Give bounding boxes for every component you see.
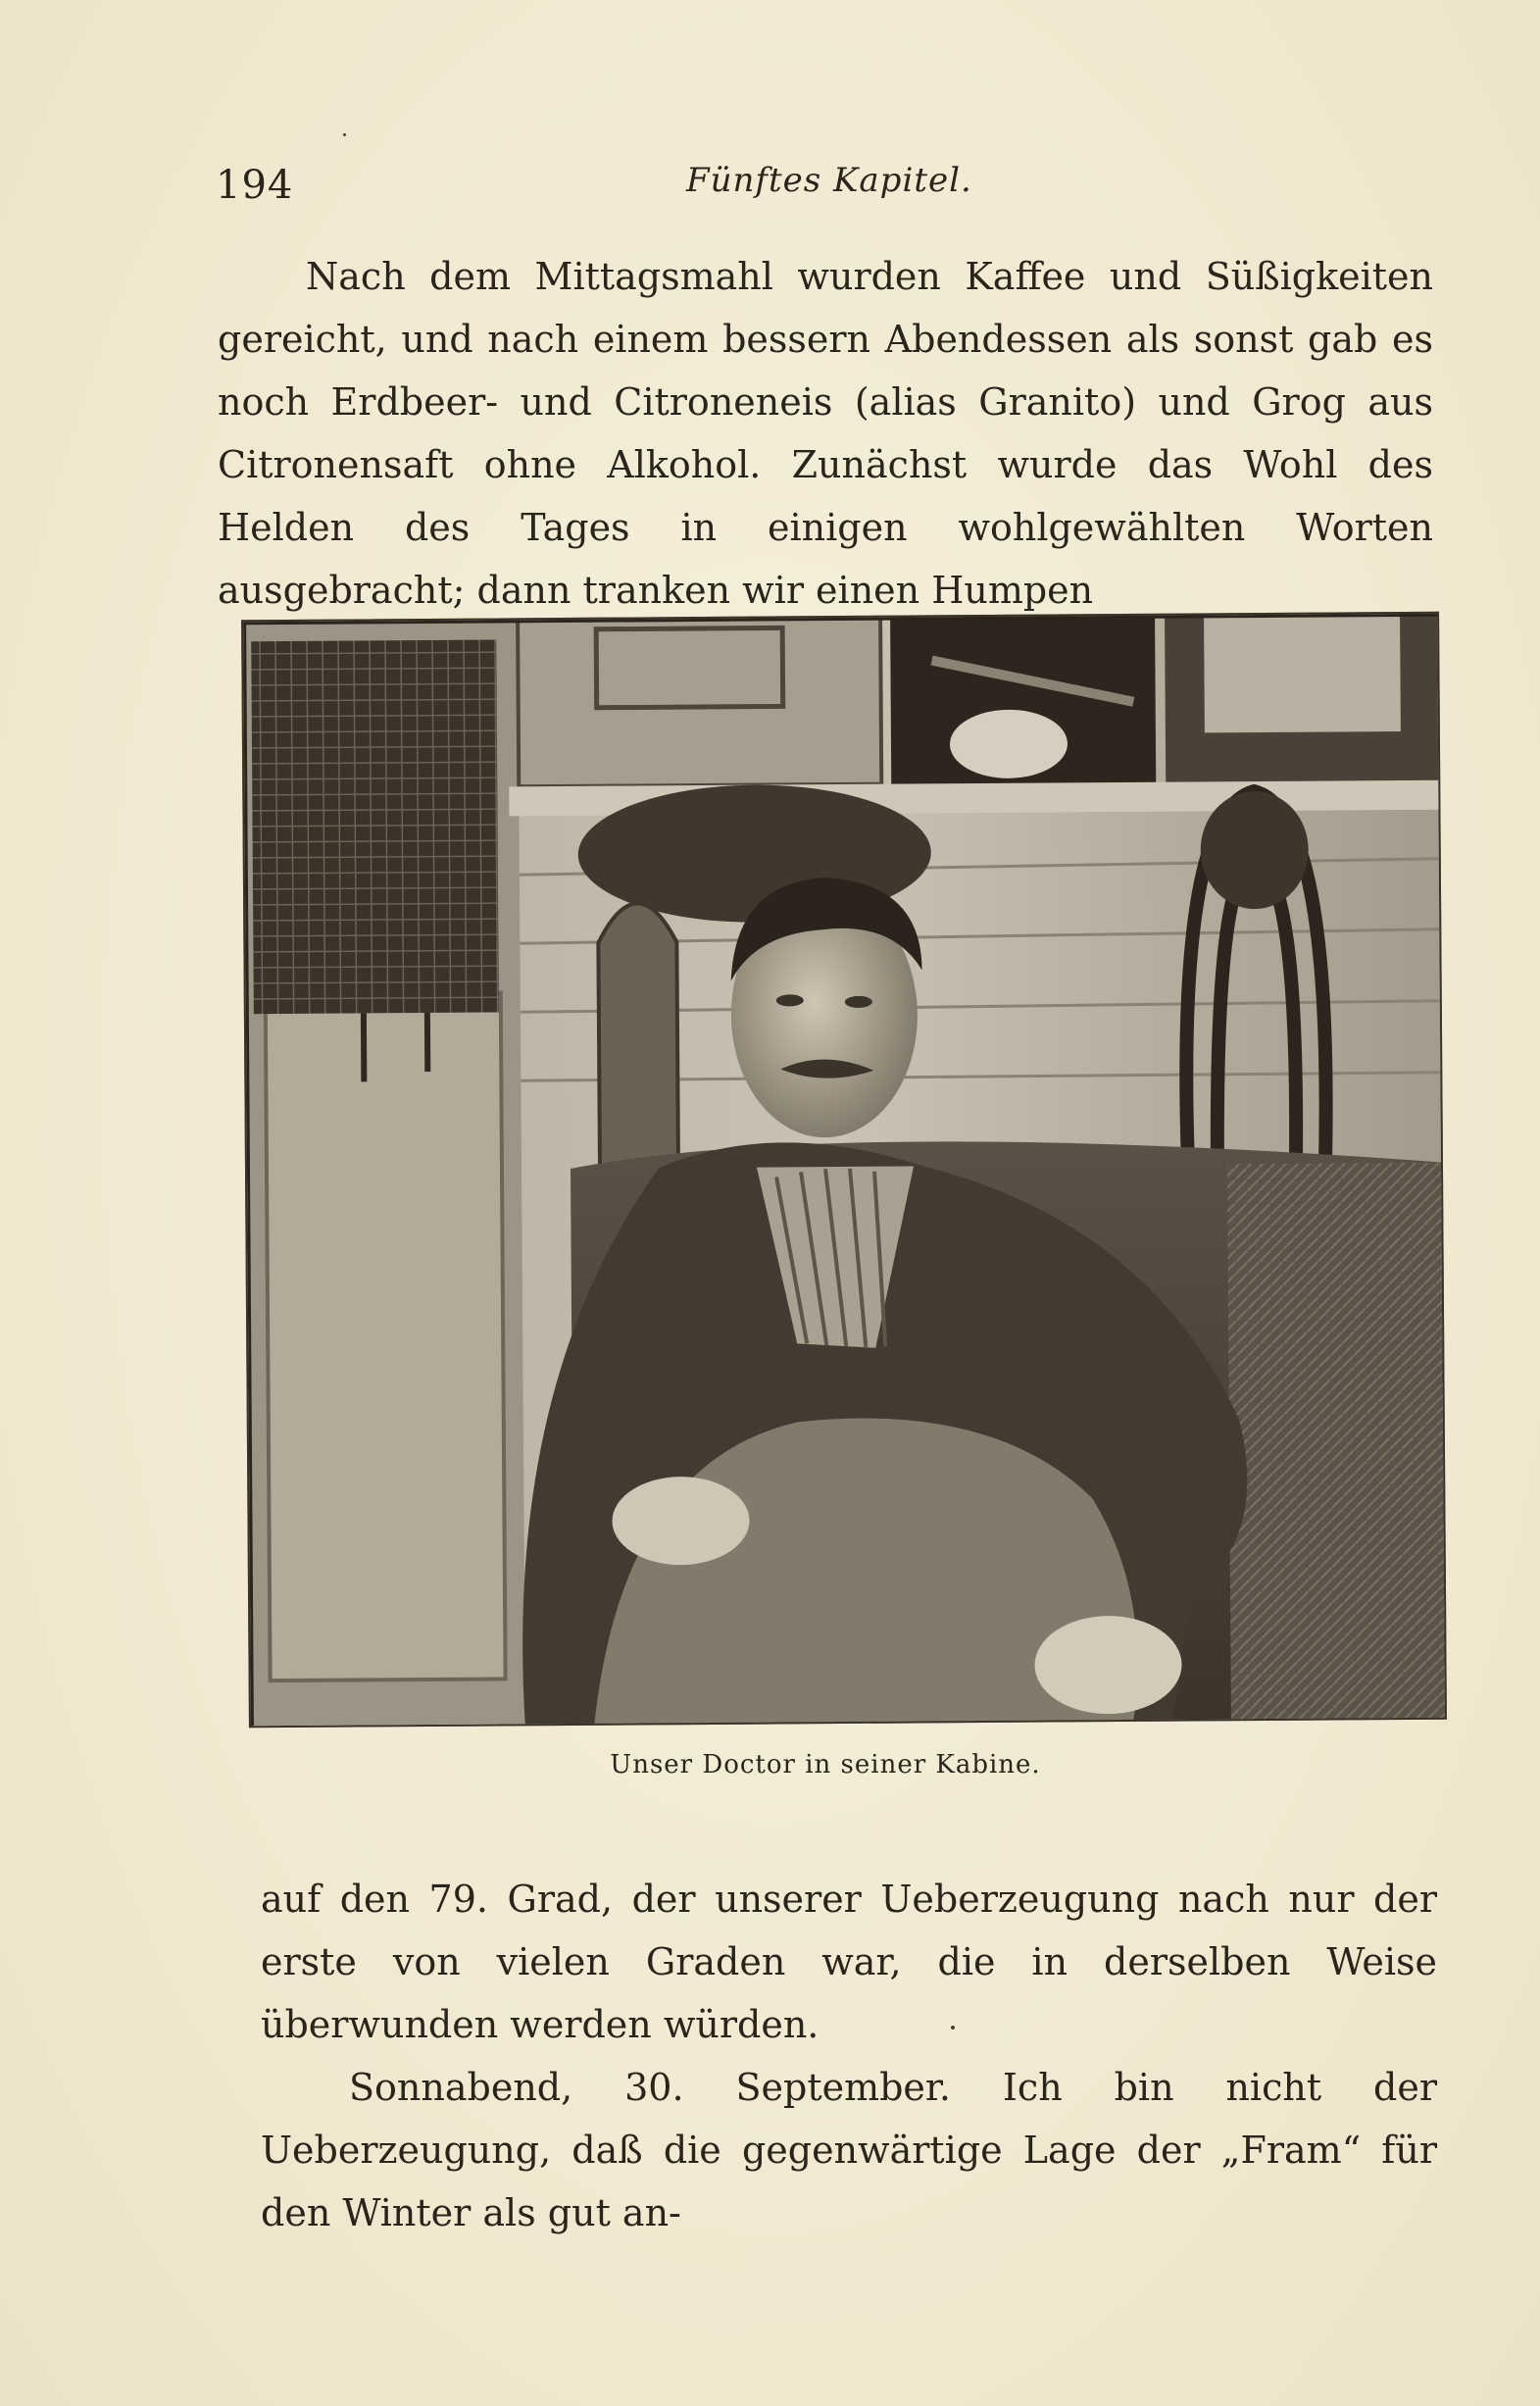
text-block-bottom [261,1868,1437,2244]
text-block-top [218,245,1433,622]
photograph-doctor-in-cabin [241,612,1447,1729]
print-speck [343,133,346,136]
print-speck [951,2026,955,2030]
figure-caption: Unser Doctor in seiner Kabine. [610,1750,1041,1779]
page-header [216,157,1431,216]
page-number: 194 [216,163,294,208]
photo-illustration [243,614,1447,1729]
paragraph: Sonnabend, 30. September. Ich bin nicht der Ueberzeugung, daß die gegenwärtige Lage der „Fram“ für den Winter als gut an- [261,2066,1437,2234]
running-head: Fünftes Kapitel. [686,161,972,200]
paragraph: Nach dem Mittagsmahl wurden Kaffee und Süßigkeiten gereicht, und nach einem bessern Abendessen als sonst gab es noch Erdbeer- und Citroneneis (alias Granito) und Grog aus Citronensaft ohne Alkohol. Zunächst wurde das Wohl des Helden des Tages in einigen wohlgewählten Worten ausgebracht; dann tranken wir einen Humpen [218,255,1433,612]
paragraph: auf den 79. Grad, der unserer Ueberzeugung nach nur der erste von vielen Graden war, die in derselben Weise überwunden werden würden. [261,1878,1437,2046]
